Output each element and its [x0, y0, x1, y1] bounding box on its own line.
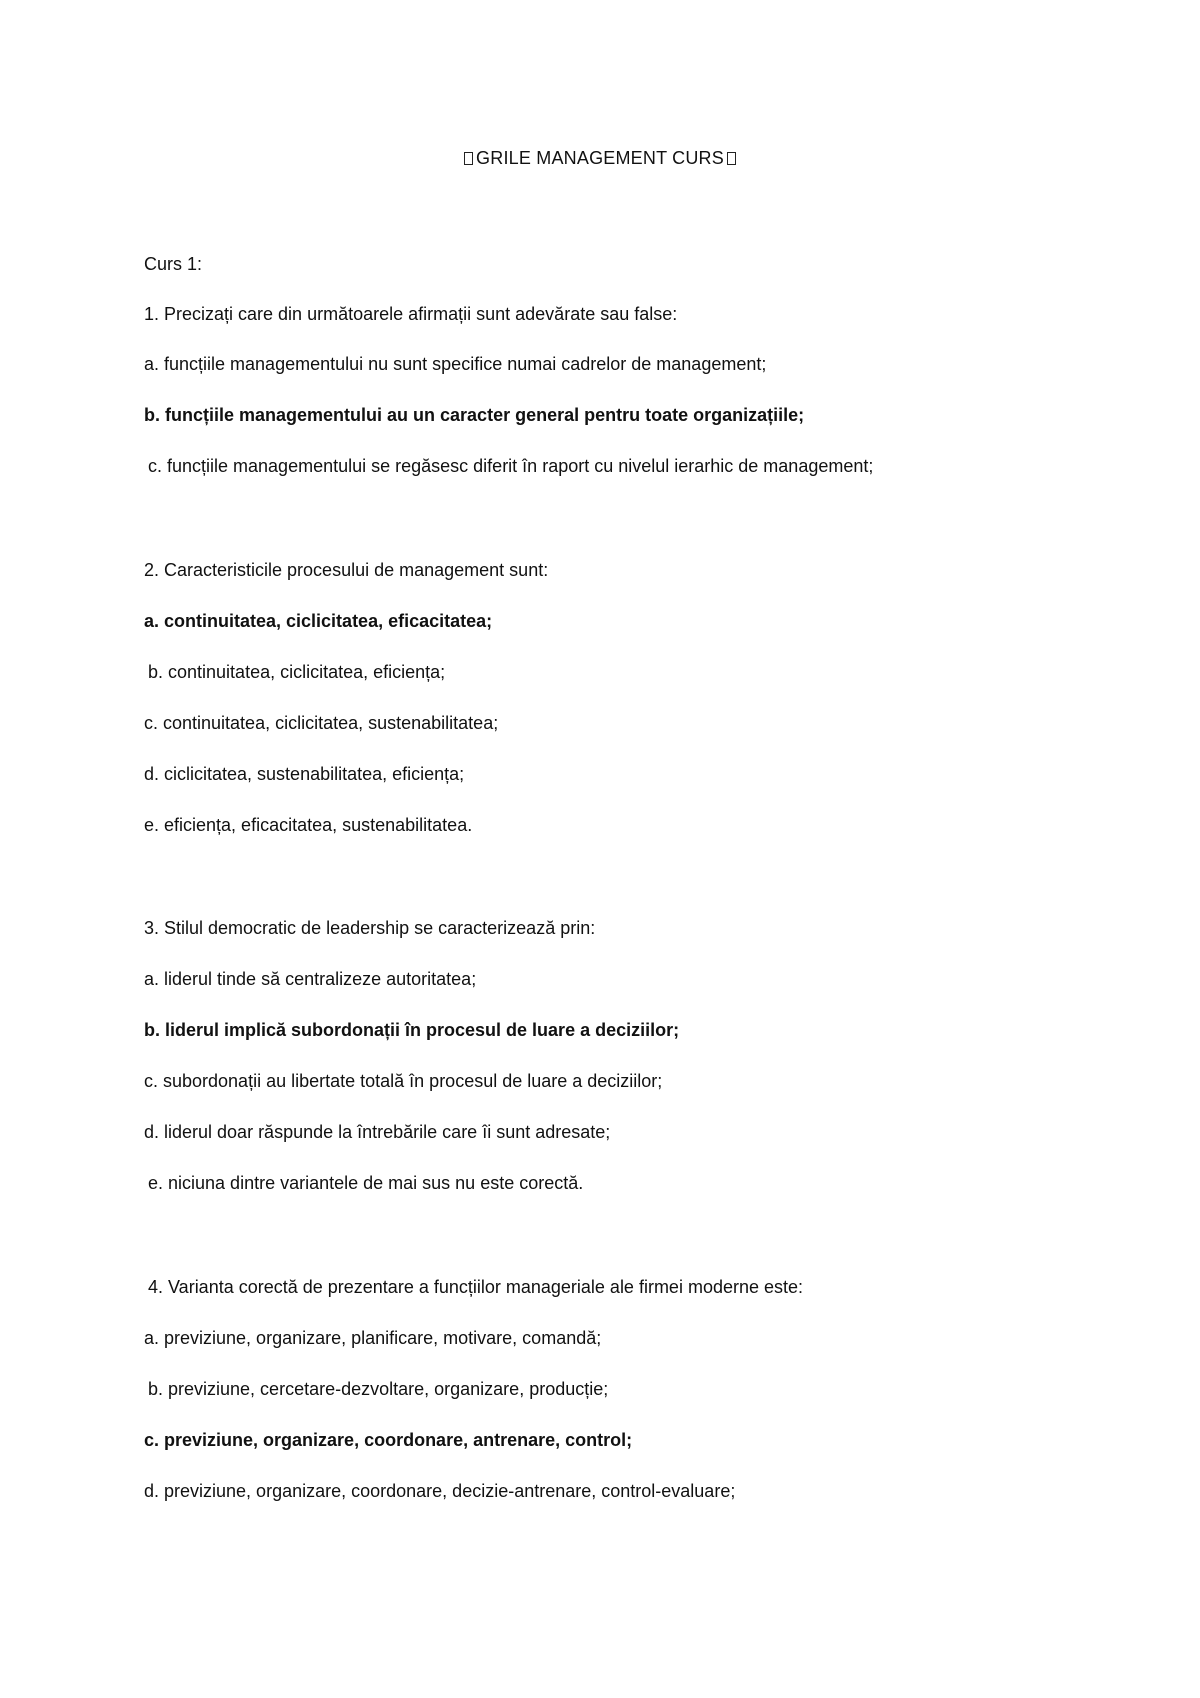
question-2-text: 2. Caracteristicile procesului de management sunt:: [144, 560, 549, 580]
question-2-option-d: d. ciclicitatea, sustenabilitatea, eficiența;: [144, 764, 465, 784]
question-2-option-b: b. continuitatea, ciclicitatea, eficiența;: [148, 662, 446, 682]
question-3-text: 3. Stilul democratic de leadership se caracterizează prin:: [144, 918, 596, 938]
question-4-option-c: c. previziune, organizare, coordonare, antrenare, control;: [144, 1430, 633, 1450]
question-2-option-e: e. eficiența, eficacitatea, sustenabilitatea.: [144, 815, 473, 835]
question-3-option-b: b. liderul implică subordonații în procesul de luare a deciziilor;: [144, 1020, 680, 1040]
question-4-option-d: d. previziune, organizare, coordonare, decizie-antrenare, control-evaluare;: [144, 1481, 736, 1501]
course-label: Curs 1:: [144, 254, 203, 274]
question-1-option-c: c. funcțiile managementului se regăsesc diferit în raport cu nivelul ierarhic de management;: [148, 456, 874, 476]
missing-glyph-icon: [727, 152, 736, 165]
question-2-option-a: a. continuitatea, ciclicitatea, eficacitatea;: [144, 611, 493, 631]
document-title-text: GRILE MANAGEMENT CURS: [476, 148, 724, 168]
question-4-text: 4. Varianta corectă de prezentare a funcțiilor manageriale ale firmei moderne este:: [148, 1277, 804, 1297]
question-3-option-a: a. liderul tinde să centralizeze autoritatea;: [144, 969, 477, 989]
document-title: [0, 148, 1200, 169]
question-3-option-e: e. niciuna dintre variantele de mai sus nu este corectă.: [148, 1173, 584, 1193]
question-1-option-a: a. funcțiile managementului nu sunt specifice numai cadrelor de management;: [144, 354, 767, 374]
question-3-option-d: d. liderul doar răspunde la întrebările care îi sunt adresate;: [144, 1122, 611, 1142]
question-4-option-b: b. previziune, cercetare-dezvoltare, organizare, producție;: [148, 1379, 609, 1399]
question-1-text: 1. Precizați care din următoarele afirmații sunt adevărate sau false:: [144, 304, 678, 324]
question-4-option-a: a. previziune, organizare, planificare, motivare, comandă;: [144, 1328, 602, 1348]
missing-glyph-icon: [464, 152, 473, 165]
question-3-option-c: c. subordonații au libertate totală în procesul de luare a deciziilor;: [144, 1071, 663, 1091]
question-1-option-b: b. funcțiile managementului au un caracter general pentru toate organizațiile;: [144, 405, 805, 425]
question-2-option-c: c. continuitatea, ciclicitatea, sustenabilitatea;: [144, 713, 499, 733]
